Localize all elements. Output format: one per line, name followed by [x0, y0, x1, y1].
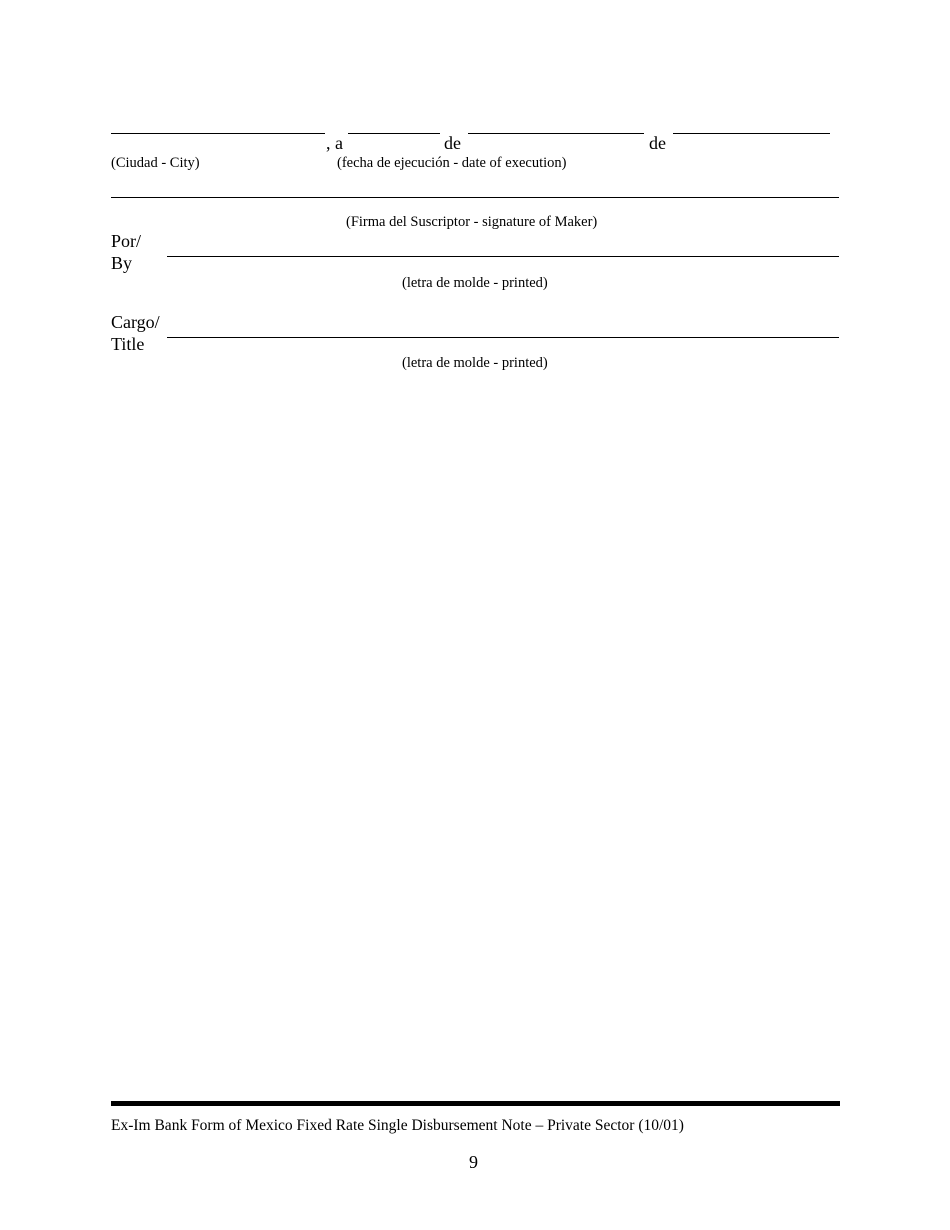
by-blank-line[interactable]: [167, 256, 839, 257]
separator-a: , a: [326, 133, 343, 153]
title-blank-line[interactable]: [167, 337, 839, 338]
footer-rule: [111, 1101, 840, 1106]
by-label-spanish: Por/: [111, 231, 142, 251]
signature-caption: (Firma del Suscriptor - signature of Maker): [346, 214, 598, 230]
signature-blank-line[interactable]: [111, 197, 839, 198]
footer-form-title: Ex-Im Bank Form of Mexico Fixed Rate Single Disbursement Note – Private Sector (10/01): [111, 1117, 684, 1134]
year-blank-line[interactable]: [673, 133, 830, 134]
day-blank-line[interactable]: [348, 133, 440, 134]
by-label-english: By: [111, 253, 133, 273]
title-label-spanish: Cargo/: [111, 312, 160, 332]
separator-de-year: de: [649, 133, 666, 153]
city-caption: (Ciudad - City): [111, 155, 200, 171]
page-number: 9: [469, 1152, 478, 1172]
month-blank-line[interactable]: [468, 133, 644, 134]
title-caption: (letra de molde - printed): [402, 355, 548, 371]
separator-de-month: de: [444, 133, 461, 153]
city-blank-line[interactable]: [111, 133, 325, 134]
title-label-english: Title: [111, 334, 145, 354]
by-caption: (letra de molde - printed): [402, 275, 548, 291]
date-caption: (fecha de ejecución - date of execution): [337, 155, 567, 171]
